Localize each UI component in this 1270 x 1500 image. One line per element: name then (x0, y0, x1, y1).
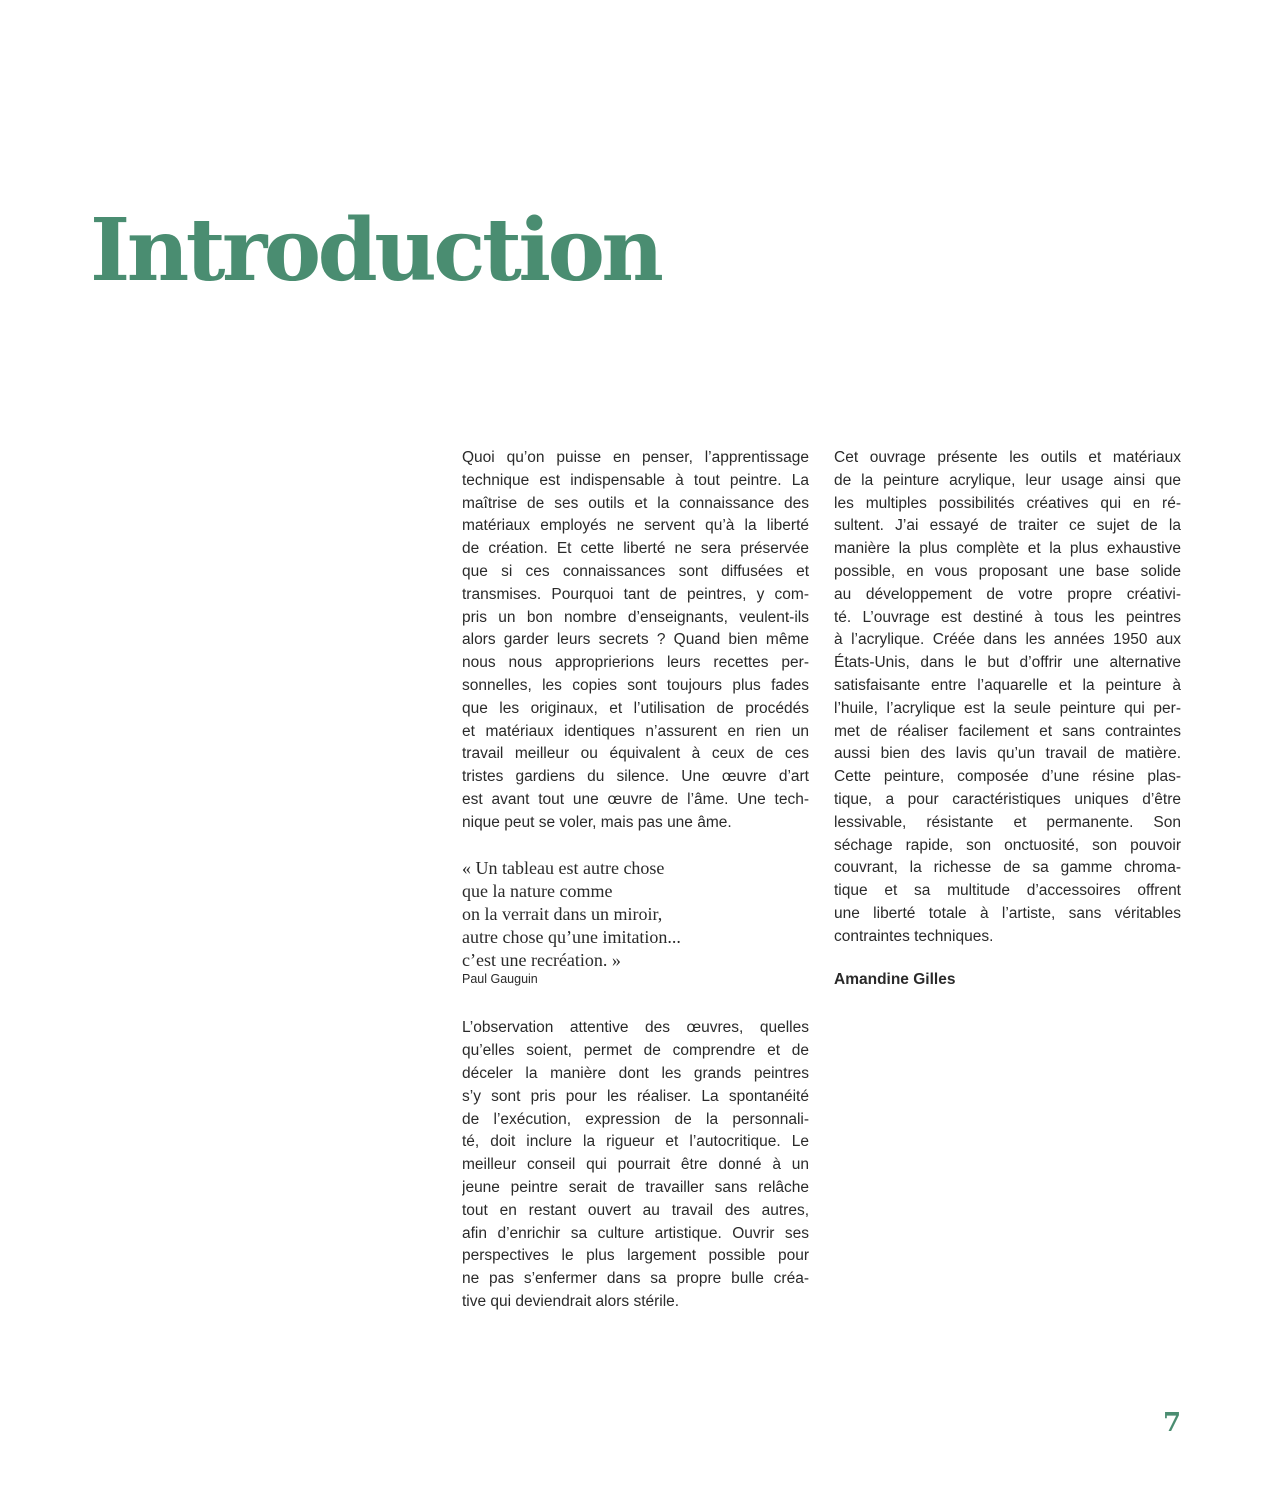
text-line: maîtrise de ses outils et la connaissance des (462, 494, 809, 512)
text-line: une liberté totale à l’artiste, sans véritables (834, 904, 1181, 922)
text-line: au développement de votre propre créativi- (834, 585, 1181, 603)
text-line: Quoi qu’on puisse en penser, l’apprentissage (462, 449, 809, 466)
text-line: Cet ouvrage présente les outils et matériaux (834, 449, 1181, 466)
text-line: lessivable, résistante et permanente. Son (834, 813, 1181, 831)
text-line: meilleur conseil qui pourrait être donné à un (462, 1156, 809, 1174)
text-line: États-Unis, dans le but d’offrir une alternative (834, 654, 1181, 672)
text-line: matériaux employés ne servent qu’à la liberté (462, 517, 809, 535)
text-line: technique est indispensable à tout peintre. La (462, 471, 809, 489)
text-line: couvrant, la richesse de sa gamme chroma- (834, 859, 1181, 877)
text-line: afin d’enrichir sa culture artistique. Ouvrir ses (462, 1224, 809, 1242)
text-line: pris un bon nombre d’enseignants, veulent-ils (462, 608, 809, 626)
left-column (462, 447, 809, 1314)
text-line: té. L’ouvrage est destiné à tous les peintres (834, 608, 1181, 626)
text-line: tive qui deviendrait alors stérile. (462, 1292, 680, 1310)
text-line: que si ces connaissances sont diffusées et (462, 562, 809, 580)
quote-author: Paul Gauguin (462, 972, 538, 987)
text-line: de création. Et cette liberté ne sera préservée (462, 540, 809, 558)
text-line: sonnelles, les copies sont toujours plus fades (462, 676, 809, 694)
intro-paragraph-2 (462, 1017, 809, 1313)
text-line: manière la plus complète et la plus exhaustive (834, 540, 1181, 558)
text-line: s’y sont pris pour les réaliser. La spontanéité (462, 1087, 809, 1105)
text-line: tique, a pour caractéristiques uniques d’être (834, 790, 1181, 808)
author-signature: Amandine Gilles (834, 970, 956, 988)
page-number: 7 (1163, 1408, 1182, 1438)
text-line: de la peinture acrylique, leur usage ainsi que (834, 471, 1181, 489)
page-title: Introduction (90, 200, 661, 301)
text-line: tout en restant ouvert au travail des autres, (462, 1201, 809, 1219)
intro-paragraph-1 (462, 447, 809, 835)
text-line: l’huile, l’acrylique est la seule peinture qui per- (834, 699, 1181, 717)
text-line: nous nous approprierions leurs recettes per- (462, 654, 809, 672)
intro-paragraph-3 (834, 447, 1181, 949)
text-line: et matériaux identiques n’assurent en rien un (462, 722, 809, 740)
text-line: met de réaliser facilement et sans contraintes (834, 722, 1181, 740)
text-line: contraintes techniques. (834, 927, 994, 945)
text-line: aussi bien des lavis qu’un travail de matière. (834, 745, 1181, 763)
quote-line: que la nature comme (462, 881, 613, 902)
text-line: qu’elles soient, permet de comprendre et de (462, 1042, 809, 1060)
gauguin-quote (462, 857, 809, 971)
text-line: L’observation attentive des œuvres, quelles (462, 1019, 809, 1037)
text-line: satisfaisante entre l’aquarelle et la peinture à (834, 676, 1181, 694)
text-line: transmises. Pourquoi tant de peintres, y com- (462, 585, 809, 603)
text-line: que les originaux, et l’utilisation de procédés (462, 699, 809, 717)
text-line: est avant tout une œuvre de l’âme. Une tech- (462, 790, 809, 808)
quote-line: « Un tableau est autre chose (462, 858, 665, 879)
quote-line: c’est une recréation. » (462, 949, 621, 970)
text-line: alors garder leurs secrets ? Quand bien même (462, 631, 809, 649)
text-line: déceler la manière dont les grands peintres (462, 1064, 809, 1082)
text-line: de l’exécution, expression de la personnali- (462, 1110, 809, 1128)
quote-line: autre chose qu’une imitation... (462, 926, 681, 947)
text-line: séchage rapide, son onctuosité, son pouvoir (834, 836, 1181, 854)
text-line: nique peut se voler, mais pas une âme. (462, 813, 732, 831)
text-line: tristes gardiens du silence. Une œuvre d’art (462, 768, 809, 786)
text-line: Cette peinture, composée d’une résine plas- (834, 768, 1181, 786)
text-line: té, doit inclure la rigueur et l’autocritique. Le (462, 1133, 809, 1151)
text-line: ne pas s’enfermer dans sa propre bulle créa- (462, 1270, 809, 1288)
text-line: les multiples possibilités créatives qui en ré- (834, 494, 1181, 512)
quote-line: on la verrait dans un miroir, (462, 903, 663, 924)
text-line: tique et sa multitude d’accessoires offrent (834, 882, 1181, 900)
text-line: perspectives le plus largement possible pour (462, 1247, 809, 1265)
text-line: possible, en vous proposant une base solide (834, 562, 1181, 580)
right-column (834, 447, 1181, 991)
text-line: travail meilleur ou équivalent à ceux de ces (462, 745, 809, 763)
text-line: à l’acrylique. Créée dans les années 1950 aux (834, 631, 1181, 649)
text-line: jeune peintre serait de travailler sans relâche (462, 1178, 809, 1196)
text-line: sultent. J’ai essayé de traiter ce sujet de la (834, 517, 1181, 535)
